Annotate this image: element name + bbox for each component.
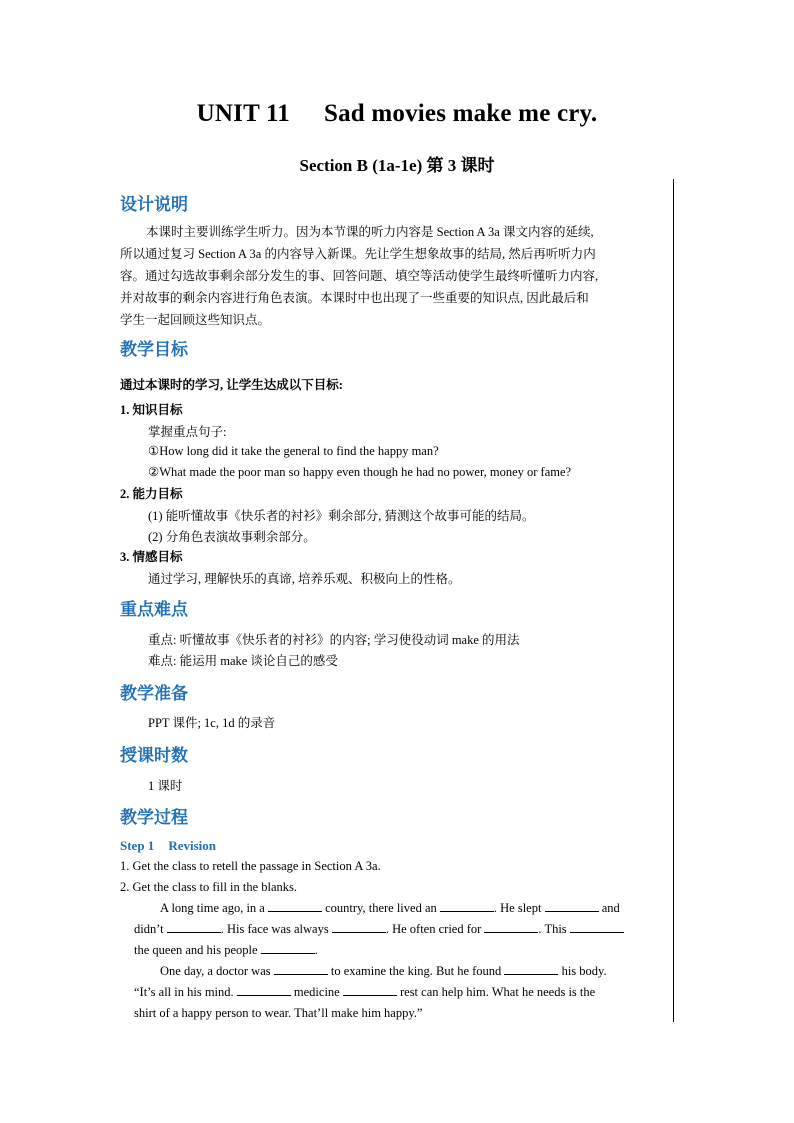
prep-text: PPT 课件; 1c, 1d 的录音 <box>148 716 276 730</box>
process-heading: 教学过程 <box>120 808 188 828</box>
table-border <box>673 179 674 1022</box>
emotion-title: 3. 情感目标 <box>120 550 183 564</box>
story-line-2: didn’t . His face was always . He often cried for . This <box>134 922 624 937</box>
story-line-3: the queen and his people . <box>134 943 318 957</box>
difficult-point: 难点: 能运用 make 谈论自己的感受 <box>148 654 338 668</box>
fill-blank[interactable] <box>237 985 291 996</box>
hours-heading: 授课时数 <box>120 746 188 766</box>
story-line-6: shirt of a happy person to wear. That’ll make him happy.” <box>134 1006 423 1020</box>
story-line-1: A long time ago, in a country, there lived an . He slept and <box>160 901 620 915</box>
design-line-3: 容。通过勾选故事剩余部分发生的事、回答问题、填空等活动使学生最终听懂听力内容, <box>120 269 599 283</box>
knowledge-sentence-2: ②What made the poor man so happy even though he had no power, money or fame? <box>148 465 572 479</box>
fill-blank[interactable] <box>261 943 315 954</box>
step1-label: Step 1 <box>120 838 155 853</box>
knowledge-intro: 掌握重点句子: <box>148 425 227 439</box>
step1-heading <box>120 838 216 854</box>
prep-heading: 教学准备 <box>120 684 188 704</box>
design-line-2: 所以通过复习 Section A 3a 的内容导入新课。先让学生想象故事的结局, 然后再听听力内 <box>120 247 596 261</box>
process-item-1: 1. Get the class to retell the passage in Section A 3a. <box>120 859 381 873</box>
ability-title: 2. 能力目标 <box>120 487 183 501</box>
unit-label: UNIT 11 <box>196 100 290 127</box>
design-line-5: 学生一起回顾这些知识点。 <box>120 313 271 327</box>
fill-blank[interactable] <box>504 964 558 975</box>
fill-blank[interactable] <box>484 922 538 933</box>
fill-blank[interactable] <box>332 922 386 933</box>
design-line-1: 本课时主要训练学生听力。因为本节课的听力内容是 Section A 3a 课文内容的延续, <box>146 225 594 239</box>
hours-text: 1 课时 <box>148 779 183 793</box>
fill-blank[interactable] <box>440 901 494 912</box>
fill-blank[interactable] <box>268 901 322 912</box>
process-item-2: 2. Get the class to fill in the blanks. <box>120 880 298 894</box>
fill-blank[interactable] <box>343 985 397 996</box>
key-point: 重点: 听懂故事《快乐者的衬衫》的内容; 学习使役动词 make 的用法 <box>148 633 520 647</box>
story-line-5: “It’s all in his mind. medicine rest can help him. What he needs is the <box>134 985 596 999</box>
knowledge-sentence-1: ①How long did it take the general to find the happy man? <box>148 444 439 458</box>
story-line-4: One day, a doctor was to examine the king. But he found his body. <box>160 964 607 978</box>
design-heading: 设计说明 <box>120 195 188 215</box>
fill-blank[interactable] <box>545 901 599 912</box>
design-line-4: 并对故事的剩余内容进行角色表演。本课时中也出现了一些重要的知识点, 因此最后和 <box>120 291 589 305</box>
page-subtitle: Section B (1a-1e) 第 3 课时 <box>299 156 495 175</box>
ability-item-2: (2) 分角色表演故事剩余部分。 <box>148 530 316 544</box>
fill-blank[interactable] <box>274 964 328 975</box>
page-title <box>0 100 794 128</box>
fill-blank[interactable] <box>167 922 221 933</box>
goals-heading: 教学目标 <box>120 340 188 360</box>
fill-blank[interactable] <box>570 922 624 933</box>
keypoints-heading: 重点难点 <box>120 600 188 620</box>
knowledge-title: 1. 知识目标 <box>120 403 183 417</box>
ability-item-1: (1) 能听懂故事《快乐者的衬衫》剩余部分, 猜测这个故事可能的结局。 <box>148 509 535 523</box>
goals-intro: 通过本课时的学习, 让学生达成以下目标: <box>120 378 343 392</box>
lesson-title: Sad movies make me cry. <box>324 100 598 127</box>
step1-title: Revision <box>168 838 216 853</box>
emotion-item-1: 通过学习, 理解快乐的真谛, 培养乐观、积极向上的性格。 <box>148 572 461 586</box>
